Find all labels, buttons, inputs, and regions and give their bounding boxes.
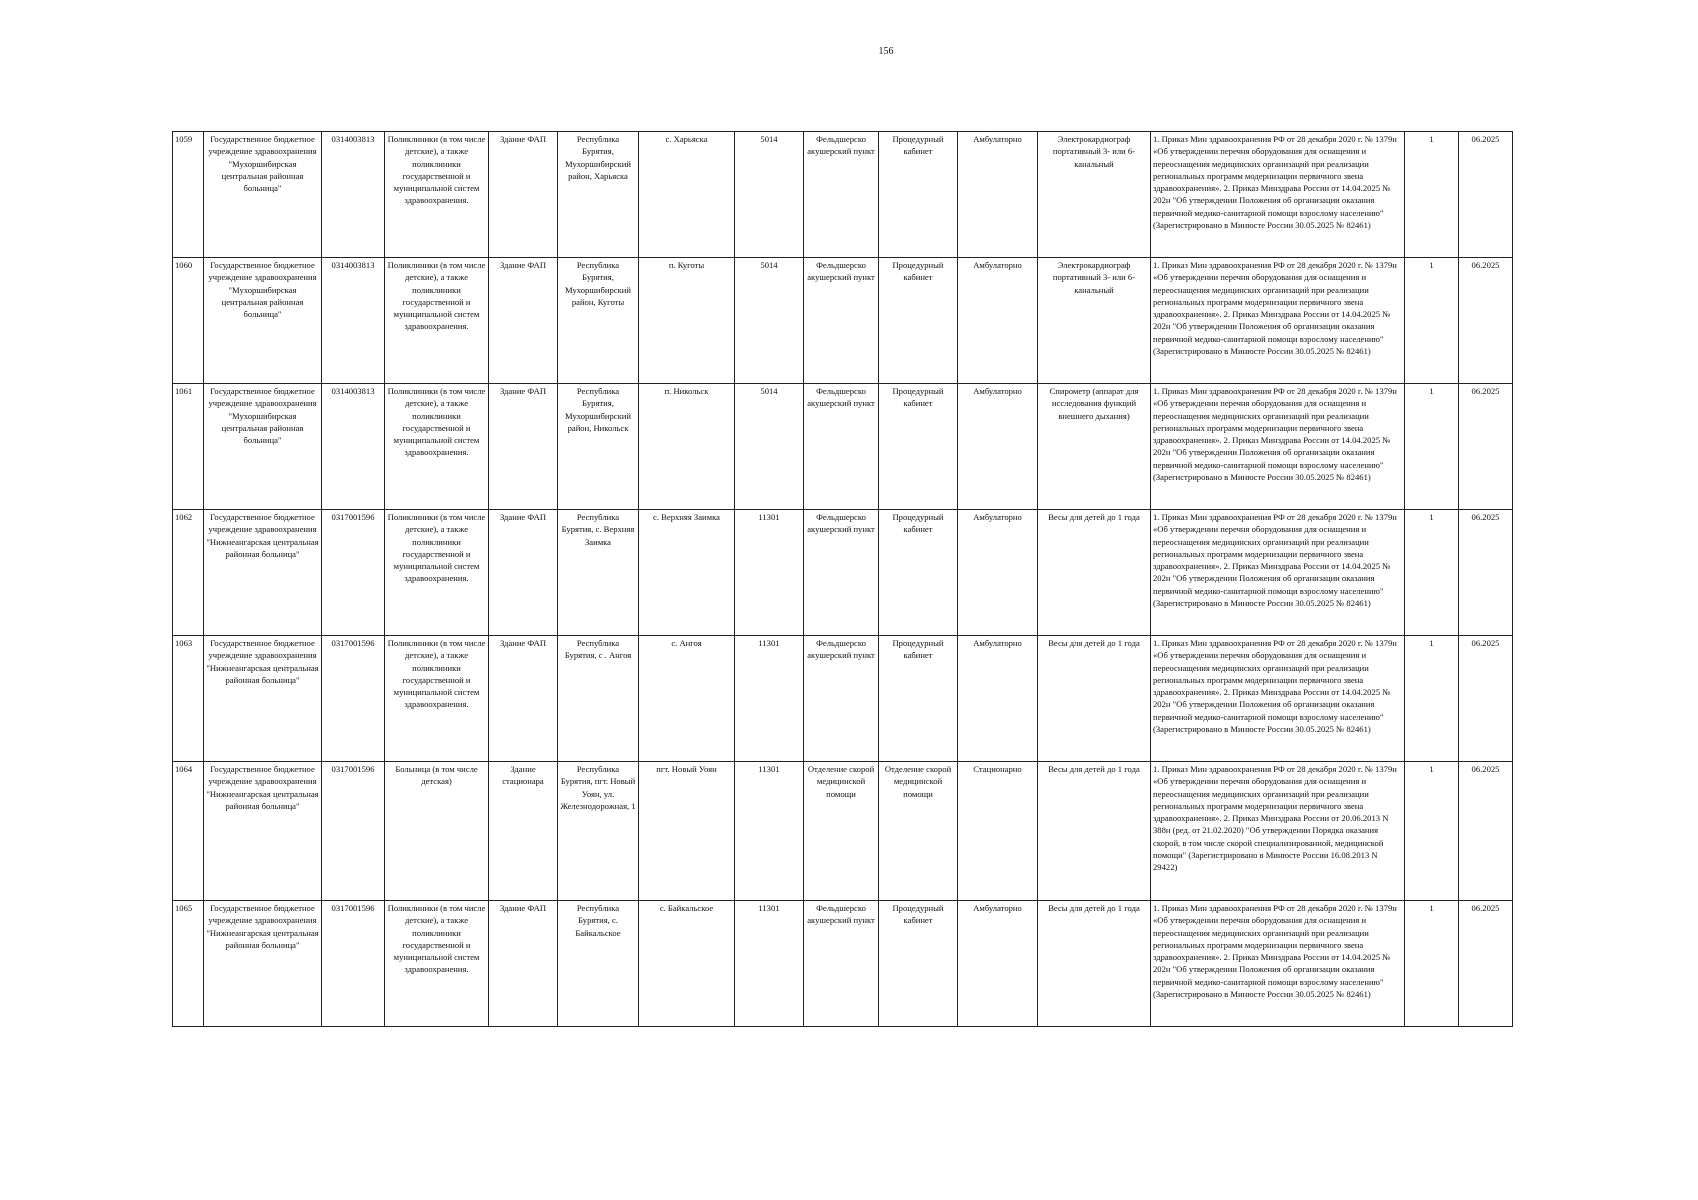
equipment-registry-table	[172, 131, 1513, 1027]
date-cell: 06.2025	[1459, 762, 1513, 901]
facility-type-cell: Поликлиники (в том числе детские), а также поликлиники государственной и муниципальной систем здравоохранения.	[385, 258, 489, 384]
organization-cell: Государственное бюджетное учреждение здравоохранения "Мухоршибирская центральная районная больница"	[204, 258, 322, 384]
unit-cell: Фельдшерско акушерский пункт	[804, 901, 879, 1027]
locality-cell: с. Верхняя Заимка	[639, 510, 735, 636]
care-mode-cell: Амбулаторно	[958, 636, 1038, 762]
table-row	[173, 258, 1513, 384]
unit-cell: Фельдшерско акушерский пункт	[804, 258, 879, 384]
table-body	[173, 132, 1513, 1027]
locality-cell: пгт. Новый Уоян	[639, 762, 735, 901]
locality-cell: с. Харьяска	[639, 132, 735, 258]
table-row	[173, 132, 1513, 258]
quantity-cell: 1	[1405, 384, 1459, 510]
room-cell: Процедурный кабинет	[879, 636, 958, 762]
building-cell: Здание ФАП	[489, 384, 558, 510]
inn-cell: 0317001596	[322, 636, 385, 762]
address-cell: Республика Бурятия, с. Верхняя Заимка	[558, 510, 639, 636]
date-cell: 06.2025	[1459, 636, 1513, 762]
legal-basis-cell: 1. Приказ Мин здравоохранения РФ от 28 декабря 2020 г. № 1379н «Об утверждении перечня оборудования для оснащения и переоснащения медицинских организаций при реализации региональных программ модернизации первичного звена здравоохранения». 2. Приказ Минздрава России от 14.04.2025 № 202н "Об утверждении Положения об организации оказания первичной медико-санитарной помощи взрослому населению" (Зарегистрировано в Минюсте России 30.05.2025 № 82461)	[1151, 510, 1405, 636]
unit-cell: Отделение скорой медицинской помощи	[804, 762, 879, 901]
equipment-cell: Весы для детей до 1 года	[1038, 762, 1151, 901]
unit-cell: Фельдшерско акушерский пункт	[804, 510, 879, 636]
address-cell: Республика Бурятия, с . Ангоя	[558, 636, 639, 762]
population-cell: 11301	[735, 901, 804, 1027]
locality-cell: п. Никольск	[639, 384, 735, 510]
quantity-cell: 1	[1405, 132, 1459, 258]
population-cell: 5014	[735, 132, 804, 258]
care-mode-cell: Стационарно	[958, 762, 1038, 901]
organization-cell: Государственное бюджетное учреждение здравоохранения "Мухоршибирская центральная районная больница"	[204, 132, 322, 258]
quantity-cell: 1	[1405, 258, 1459, 384]
legal-basis-cell: 1. Приказ Мин здравоохранения РФ от 28 декабря 2020 г. № 1379н «Об утверждении перечня оборудования для оснащения и переоснащения медицинских организаций при реализации региональных программ модернизации первичного звена здравоохранения». 2. Приказ Минздрава России от 14.04.2025 № 202н "Об утверждении Положения об организации оказания первичной медико-санитарной помощи взрослому населению" (Зарегистрировано в Минюсте России 30.05.2025 № 82461)	[1151, 901, 1405, 1027]
address-cell: Республика Бурятия, Мухоршибирский район, Никольск	[558, 384, 639, 510]
population-cell: 5014	[735, 384, 804, 510]
unit-cell: Фельдшерско акушерский пункт	[804, 636, 879, 762]
facility-type-cell: Поликлиники (в том числе детские), а также поликлиники государственной и муниципальной систем здравоохранения.	[385, 132, 489, 258]
row-number-cell: 1065	[173, 901, 204, 1027]
date-cell: 06.2025	[1459, 384, 1513, 510]
inn-cell: 0314003813	[322, 384, 385, 510]
row-number-cell: 1063	[173, 636, 204, 762]
equipment-cell: Весы для детей до 1 года	[1038, 510, 1151, 636]
unit-cell: Фельдшерско акушерский пункт	[804, 384, 879, 510]
building-cell: Здание ФАП	[489, 132, 558, 258]
facility-type-cell: Поликлиники (в том числе детские), а также поликлиники государственной и муниципальной систем здравоохранения.	[385, 636, 489, 762]
table-row	[173, 510, 1513, 636]
building-cell: Здание ФАП	[489, 901, 558, 1027]
locality-cell: с. Байкальское	[639, 901, 735, 1027]
building-cell: Здание стационара	[489, 762, 558, 901]
date-cell: 06.2025	[1459, 258, 1513, 384]
locality-cell: п. Куготы	[639, 258, 735, 384]
facility-type-cell: Поликлиники (в том числе детские), а также поликлиники государственной и муниципальной систем здравоохранения.	[385, 510, 489, 636]
row-number-cell: 1062	[173, 510, 204, 636]
inn-cell: 0314003813	[322, 132, 385, 258]
legal-basis-cell: 1. Приказ Мин здравоохранения РФ от 28 декабря 2020 г. № 1379н «Об утверждении перечня оборудования для оснащения и переоснащения медицинских организаций при реализации региональных программ модернизации первичного звена здравоохранения». 2. Приказ Минздрава России от 14.04.2025 № 202н "Об утверждении Положения об организации оказания первичной медико-санитарной помощи взрослому населению" (Зарегистрировано в Минюсте России 30.05.2025 № 82461)	[1151, 636, 1405, 762]
population-cell: 11301	[735, 510, 804, 636]
locality-cell: с. Ангоя	[639, 636, 735, 762]
address-cell: Республика Бурятия, пгт. Новый Уоян, ул. Железнодорожная, 1	[558, 762, 639, 901]
care-mode-cell: Амбулаторно	[958, 132, 1038, 258]
building-cell: Здание ФАП	[489, 636, 558, 762]
facility-type-cell: Поликлиники (в том числе детские), а также поликлиники государственной и муниципальной систем здравоохранения.	[385, 384, 489, 510]
equipment-cell: Электрокардиограф портативный 3- или 6-канальный	[1038, 132, 1151, 258]
quantity-cell: 1	[1405, 901, 1459, 1027]
legal-basis-cell: 1. Приказ Мин здравоохранения РФ от 28 декабря 2020 г. № 1379н «Об утверждении перечня оборудования для оснащения и переоснащения медицинских организаций при реализации региональных программ модернизации первичного звена здравоохранения». 2. Приказ Минздрава России от 20.06.2013 N 388н (ред. от 21.02.2020) "Об утверждении Порядка оказания скорой, в том числе скорой специализированной, медицинской помощи" (Зарегистрировано в Минюсте России 16.08.2013 N 29422)	[1151, 762, 1405, 901]
equipment-cell: Весы для детей до 1 года	[1038, 636, 1151, 762]
room-cell: Отделение скорой медицинской помощи	[879, 762, 958, 901]
row-number-cell: 1064	[173, 762, 204, 901]
care-mode-cell: Амбулаторно	[958, 384, 1038, 510]
care-mode-cell: Амбулаторно	[958, 510, 1038, 636]
quantity-cell: 1	[1405, 636, 1459, 762]
date-cell: 06.2025	[1459, 510, 1513, 636]
inn-cell: 0317001596	[322, 510, 385, 636]
care-mode-cell: Амбулаторно	[958, 901, 1038, 1027]
population-cell: 5014	[735, 258, 804, 384]
legal-basis-cell: 1. Приказ Мин здравоохранения РФ от 28 декабря 2020 г. № 1379н «Об утверждении перечня оборудования для оснащения и переоснащения медицинских организаций при реализации региональных программ модернизации первичного звена здравоохранения». 2. Приказ Минздрава России от 14.04.2025 № 202н "Об утверждении Положения об организации оказания первичной медико-санитарной помощи взрослому населению" (Зарегистрировано в Минюсте России 30.05.2025 № 82461)	[1151, 258, 1405, 384]
page-number: 156	[878, 46, 894, 57]
date-cell: 06.2025	[1459, 901, 1513, 1027]
inn-cell: 0317001596	[322, 901, 385, 1027]
population-cell: 11301	[735, 636, 804, 762]
equipment-cell: Спирометр (аппарат для исследования функций внешнего дыхания)	[1038, 384, 1151, 510]
row-number-cell: 1061	[173, 384, 204, 510]
room-cell: Процедурный кабинет	[879, 510, 958, 636]
room-cell: Процедурный кабинет	[879, 384, 958, 510]
quantity-cell: 1	[1405, 762, 1459, 901]
care-mode-cell: Амбулаторно	[958, 258, 1038, 384]
organization-cell: Государственное бюджетное учреждение здравоохранения "Нижнеангарская центральная районная больница"	[204, 762, 322, 901]
table-row	[173, 636, 1513, 762]
building-cell: Здание ФАП	[489, 510, 558, 636]
inn-cell: 0314003813	[322, 258, 385, 384]
building-cell: Здание ФАП	[489, 258, 558, 384]
quantity-cell: 1	[1405, 510, 1459, 636]
legal-basis-cell: 1. Приказ Мин здравоохранения РФ от 28 декабря 2020 г. № 1379н «Об утверждении перечня оборудования для оснащения и переоснащения медицинских организаций при реализации региональных программ модернизации первичного звена здравоохранения». 2. Приказ Минздрава России от 14.04.2025 № 202н "Об утверждении Положения об организации оказания первичной медико-санитарной помощи взрослому населению" (Зарегистрировано в Минюсте России 30.05.2025 № 82461)	[1151, 384, 1405, 510]
organization-cell: Государственное бюджетное учреждение здравоохранения "Нижнеангарская центральная районная больница"	[204, 901, 322, 1027]
address-cell: Республика Бурятия, с. Байкальское	[558, 901, 639, 1027]
table-row	[173, 384, 1513, 510]
inn-cell: 0317001596	[322, 762, 385, 901]
facility-type-cell: Поликлиники (в том числе детские), а также поликлиники государственной и муниципальной систем здравоохранения.	[385, 901, 489, 1027]
organization-cell: Государственное бюджетное учреждение здравоохранения "Мухоршибирская центральная районная больница"	[204, 384, 322, 510]
table-row	[173, 901, 1513, 1027]
equipment-cell: Весы для детей до 1 года	[1038, 901, 1151, 1027]
date-cell: 06.2025	[1459, 132, 1513, 258]
unit-cell: Фельдшерско акушерский пункт	[804, 132, 879, 258]
organization-cell: Государственное бюджетное учреждение здравоохранения "Нижнеангарская центральная районная больница"	[204, 510, 322, 636]
address-cell: Республика Бурятия, Мухоршибирский район, Харьяска	[558, 132, 639, 258]
room-cell: Процедурный кабинет	[879, 901, 958, 1027]
address-cell: Республика Бурятия, Мухоршибирский район, Куготы	[558, 258, 639, 384]
row-number-cell: 1060	[173, 258, 204, 384]
legal-basis-cell: 1. Приказ Мин здравоохранения РФ от 28 декабря 2020 г. № 1379н «Об утверждении перечня оборудования для оснащения и переоснащения медицинских организаций при реализации региональных программ модернизации первичного звена здравоохранения». 2. Приказ Минздрава России от 14.04.2025 № 202н "Об утверждении Положения об организации оказания первичной медико-санитарной помощи взрослому населению" (Зарегистрировано в Минюсте России 30.05.2025 № 82461)	[1151, 132, 1405, 258]
room-cell: Процедурный кабинет	[879, 258, 958, 384]
table-row	[173, 762, 1513, 901]
row-number-cell: 1059	[173, 132, 204, 258]
facility-type-cell: Больница (в том числе детская)	[385, 762, 489, 901]
organization-cell: Государственное бюджетное учреждение здравоохранения "Нижнеангарская центральная районная больница"	[204, 636, 322, 762]
room-cell: Процедурный кабинет	[879, 132, 958, 258]
population-cell: 11301	[735, 762, 804, 901]
equipment-cell: Электрокардиограф портативный 3- или 6-канальный	[1038, 258, 1151, 384]
